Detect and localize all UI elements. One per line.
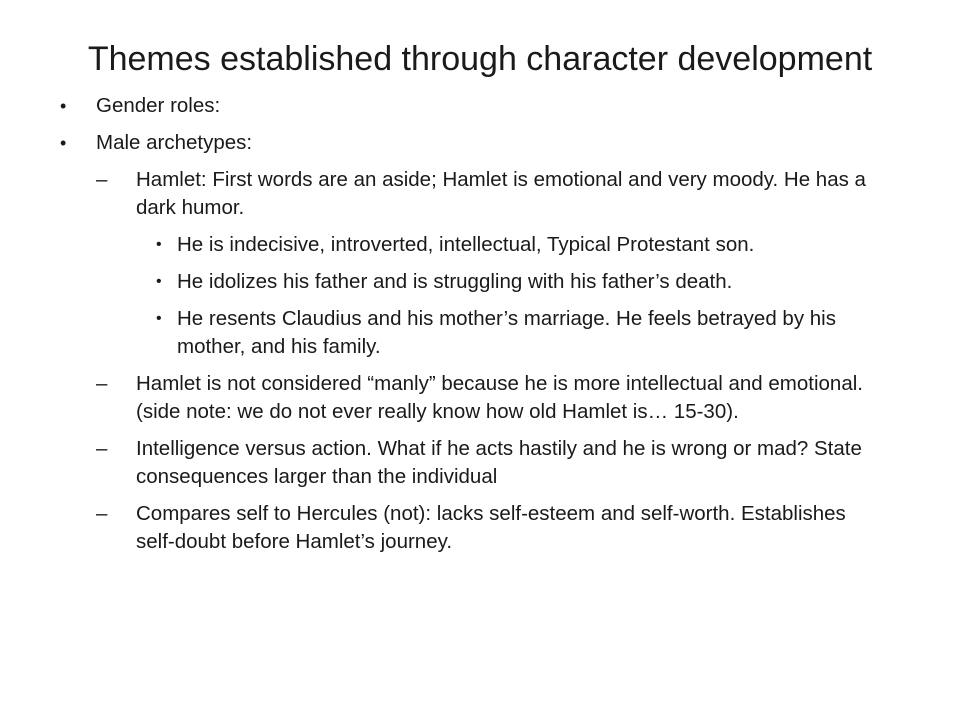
- bullet-marker: •: [60, 133, 67, 153]
- bullet-marker: •: [156, 236, 162, 253]
- bullet-text: Male archetypes:: [96, 131, 253, 154]
- bullet-gender-roles: [60, 92, 890, 120]
- bullet-marker: •: [156, 273, 162, 290]
- slide-content: [60, 92, 890, 556]
- bullet-text: He is indecisive, introverted, intellectual, Typical Protestant son.: [177, 233, 755, 256]
- dash-marker: –: [96, 168, 108, 191]
- sub-bullet-not-manly: [60, 370, 890, 426]
- bullet-marker: •: [156, 310, 162, 327]
- dash-marker: –: [96, 372, 108, 395]
- slide-title: Themes established through character development: [87, 40, 873, 78]
- bullet-text: Intelligence versus action. What if he acts hastily and he is wrong or mad? State consequences larger than the individual: [136, 437, 862, 488]
- bullet-text: Hamlet is not considered “manly” because he is more intellectual and emotional. (side note: we do not ever really know how old Hamlet is… 15-30).: [136, 372, 863, 423]
- bullet-text: He idolizes his father and is struggling with his father’s death.: [177, 270, 733, 293]
- dash-marker: –: [96, 437, 108, 460]
- bullet-male-archetypes: [60, 129, 890, 157]
- sub-sub-bullet-indecisive: [60, 231, 890, 259]
- bullet-text: Compares self to Hercules (not): lacks self-esteem and self-worth. Establishes self-doubt before Hamlet’s journey.: [136, 502, 846, 553]
- sub-sub-bullet-resents-claudius: [60, 305, 890, 361]
- bullet-text: He resents Claudius and his mother’s marriage. He feels betrayed by his mother, and his family.: [177, 307, 836, 358]
- sub-bullet-intelligence-vs-action: [60, 435, 890, 491]
- dash-marker: –: [96, 502, 108, 525]
- bullet-text: Gender roles:: [96, 94, 221, 117]
- bullet-marker: •: [60, 96, 67, 116]
- sub-sub-bullet-idolizes-father: [60, 268, 890, 296]
- bullet-text: Hamlet: First words are an aside; Hamlet is emotional and very moody. He has a dark humor.: [136, 168, 866, 219]
- sub-bullet-hercules: [60, 500, 890, 556]
- sub-bullet-hamlet-first-words: [60, 166, 890, 222]
